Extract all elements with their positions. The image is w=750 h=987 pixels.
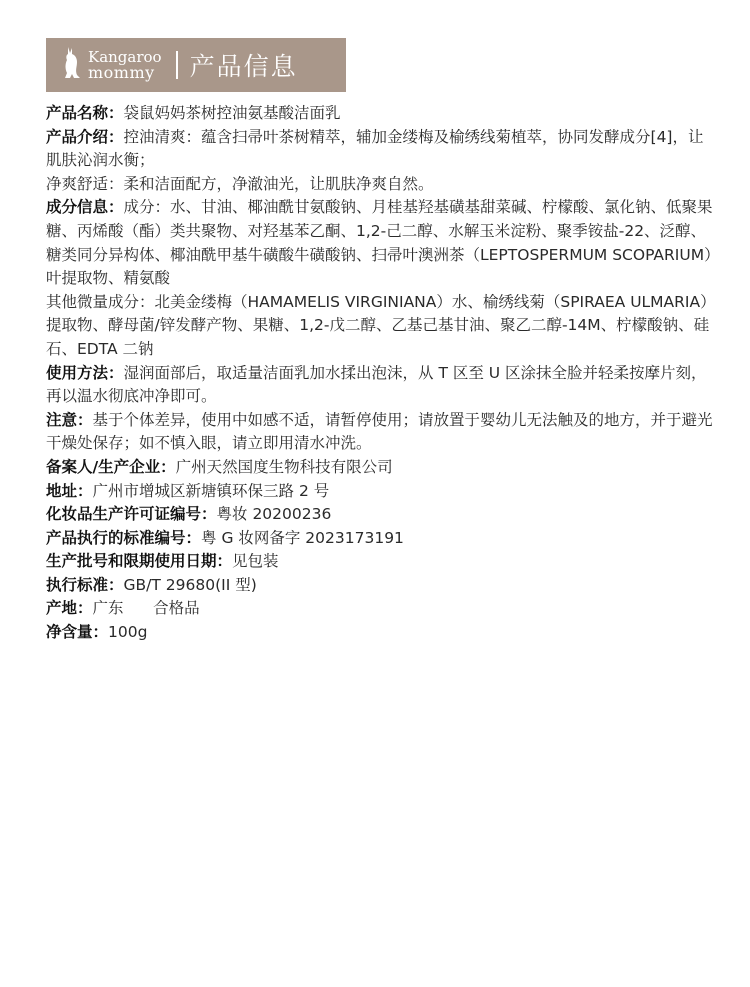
row-net-content [46, 621, 718, 645]
product-info [46, 102, 718, 645]
row-label: 产品执行的标准编号： [46, 528, 202, 547]
row-caution [46, 409, 718, 456]
row-text: 其他微量成分：北美金缕梅（HAMAMELIS VIRGINIANA）水、榆绣线菊（SPIRAEA ULMARIA）提取物、酵母菌/锌发酵产物、果糖、1,2-戊二醇、乙基己基甘油、聚乙二醇-14M、柠檬酸钠、硅石、EDTA 二钠 [46, 292, 716, 358]
row-text: 粤 G 妆网备字 2023173191 [201, 528, 404, 547]
row-label: 执行标准： [46, 575, 124, 594]
row-label: 生产批号和限期使用日期： [46, 552, 233, 571]
row-product-name [46, 102, 718, 126]
row-label: 地址： [46, 481, 93, 500]
row-text: 控油清爽：蕴含扫帚叶茶树精萃，辅加金缕梅及榆绣线菊植萃，协同发酵成分[4]，让肌肤沁润水衡； [46, 127, 704, 170]
row-text: 广州市增城区新塘镇环保三路 2 号 [92, 481, 330, 500]
row-text: 基于个体差异，使用中如感不适，请暂停使用；请放置于婴幼儿无法触及的地方，并于避光干燥处保存；如不慎入眼，请立即用清水冲洗。 [46, 410, 713, 453]
row-usage [46, 362, 718, 409]
header-banner [46, 38, 346, 92]
page-title: 产品信息 [189, 52, 298, 81]
row-text: 见包装 [232, 552, 279, 571]
row-label: 产地： [46, 599, 93, 618]
row-product-intro [46, 126, 718, 173]
brand-name [88, 49, 162, 81]
row-text: 粤妆 20200236 [216, 505, 332, 524]
banner-divider [176, 51, 178, 79]
kangaroo-logo-icon [60, 45, 84, 85]
row-text: 袋鼠妈妈茶树控油氨基酸洁面乳 [123, 104, 341, 122]
row-manufacturer [46, 456, 718, 480]
row-text: GB/T 29680(II 型) [123, 575, 257, 594]
row-label: 净含量： [46, 623, 109, 642]
brand-line2: mommy [88, 63, 155, 82]
row-ingredients [46, 196, 718, 290]
row-label: 产品名称： [46, 104, 124, 122]
row-address [46, 480, 718, 504]
row-batch-expiry [46, 550, 718, 574]
row-text: 湿润面部后，取适量洁面乳加水揉出泡沫，从 T 区至 U 区涂抹全脸并轻柔按摩片刻，再以温水彻底冲净即可。 [46, 363, 707, 406]
brand-logo [60, 45, 162, 85]
row-text: 100g [108, 623, 148, 642]
row-label: 使用方法： [46, 363, 124, 382]
row-product-intro-2 [46, 173, 718, 197]
row-text: 广州天然国度生物科技有限公司 [175, 457, 393, 476]
row-text: 成分：水、甘油、椰油酰甘氨酸钠、月桂基羟基磺基甜菜碱、柠檬酸、氯化钠、低聚果糖、丙烯酸（酯）类共聚物、对羟基苯乙酮、1,2-己二醇、水解玉米淀粉、聚季铵盐-22、泛醇、糖类同分异构体、椰油酰甲基牛磺酸牛磺酸钠、扫帚叶澳洲茶（LEPTOSPERMUM SCOPARIUM）叶提取物、精氨酸 [46, 198, 713, 288]
row-label: 化妆品生产许可证编号： [46, 505, 217, 524]
row-exec-standard [46, 574, 718, 598]
row-trace-ingredients [46, 291, 718, 362]
row-label: 成分信息： [46, 198, 124, 217]
row-license [46, 503, 718, 527]
row-text: 净爽舒适：柔和洁面配方，净澈油光，让肌肤净爽自然。 [46, 174, 434, 193]
row-label: 备案人/生产企业： [46, 457, 176, 476]
row-origin [46, 597, 718, 621]
row-standard-number [46, 527, 718, 551]
row-label: 注意： [46, 410, 93, 429]
row-label: 产品介绍： [46, 127, 124, 146]
row-text: 广东 合格品 [92, 599, 200, 618]
brand-line1: Kangaroo [88, 48, 162, 66]
